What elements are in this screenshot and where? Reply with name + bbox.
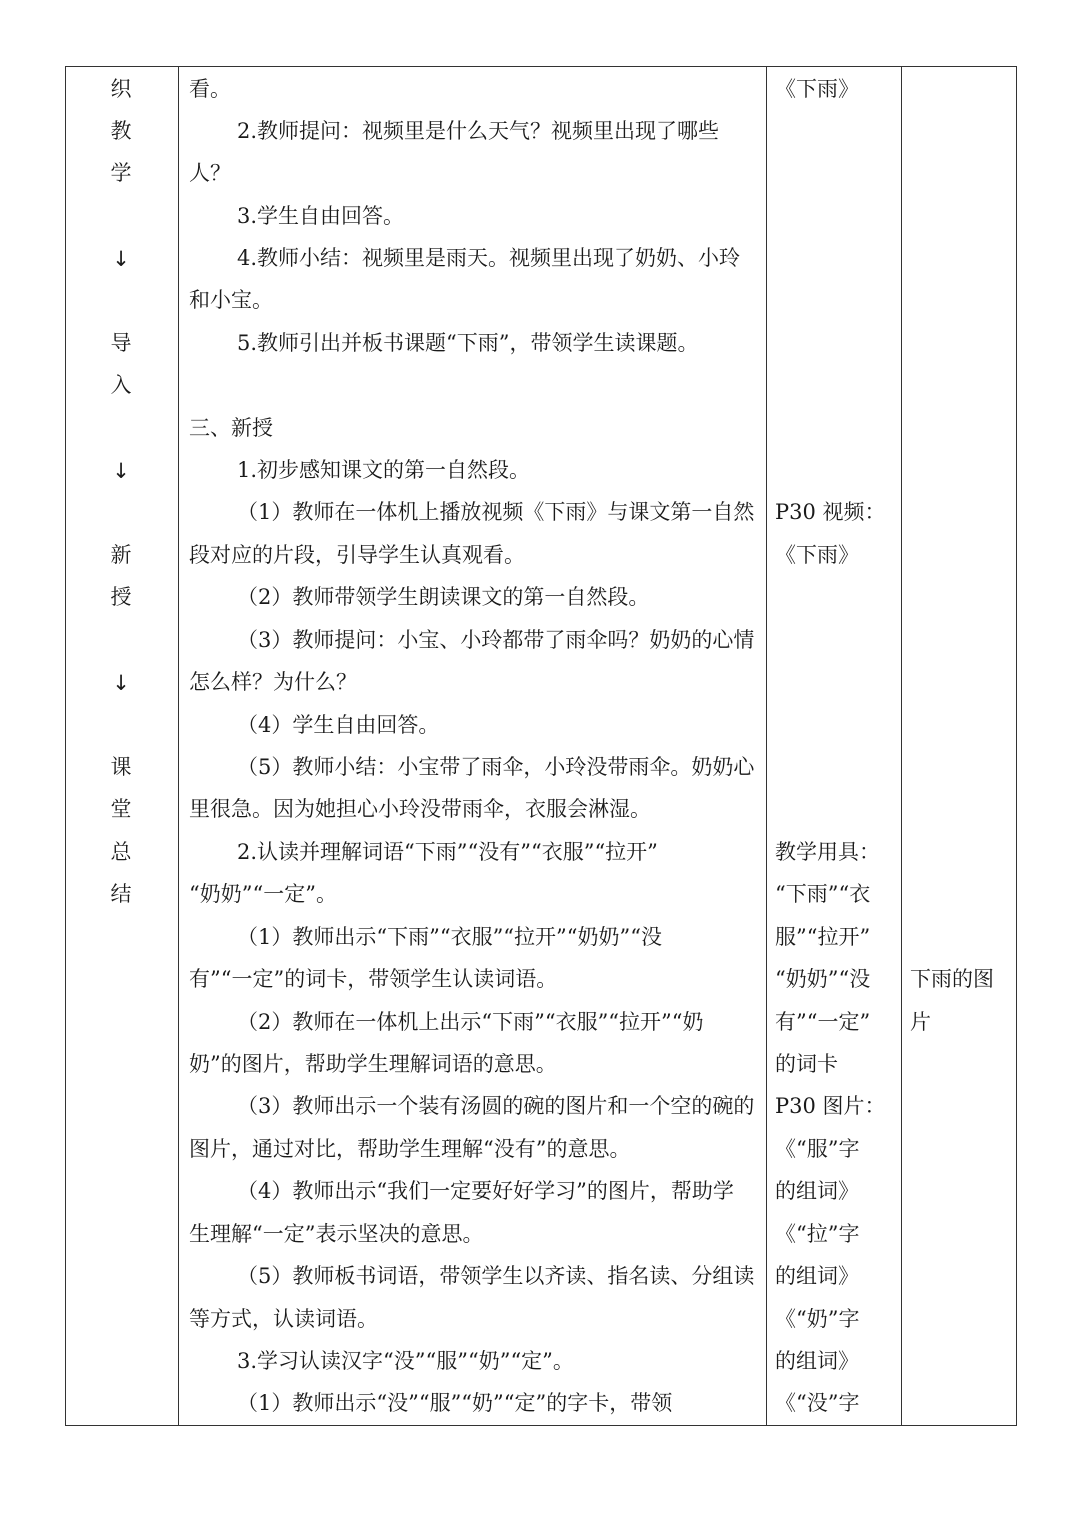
note-line: 片 — [910, 1010, 931, 1034]
stage-char: 课 — [110, 755, 132, 779]
resource-line: 《“服”字 — [775, 1137, 860, 1161]
process-line: 段对应的片段，引导学生认真观看。 — [189, 543, 525, 567]
process-line: 3.学习认读汉字“没”“服”“奶”“定”。 — [237, 1349, 574, 1373]
resource-column — [767, 67, 901, 1425]
stage-char: 新 — [110, 543, 132, 567]
resource-line: 《下雨》 — [775, 77, 859, 101]
resource-line: 的组词》 — [775, 1179, 859, 1203]
process-line: （5）教师板书词语，带领学生以齐读、指名读、分组读 — [237, 1264, 755, 1288]
resource-line: 的词卡 — [775, 1052, 838, 1076]
stage-char: 织 — [110, 77, 132, 101]
process-line: （3）教师提问：小宝、小玲都带了雨伞吗？奶奶的心情 — [237, 628, 755, 652]
stage-char: 结 — [110, 882, 132, 906]
note-line: 下雨的图 — [910, 967, 994, 991]
resource-line: 《“没”字 — [775, 1391, 860, 1415]
process-column — [179, 67, 766, 1425]
process-line: （1）教师出示“没”“服”“奶”“定”的字卡，带领 — [237, 1391, 673, 1415]
process-line: （2）教师在一体机上出示“下雨”“衣服”“拉开”“奶 — [237, 1010, 704, 1034]
down-arrow-icon: ↓ — [112, 671, 130, 695]
process-line: 4.教师小结：视频里是雨天。视频里出现了奶奶、小玲 — [237, 246, 741, 270]
process-line: 怎么样？为什么？ — [189, 670, 357, 694]
resource-line: 的组词》 — [775, 1264, 859, 1288]
stage-char: 入 — [110, 373, 132, 397]
note-column — [902, 67, 1016, 1425]
stage-column — [66, 67, 178, 1425]
process-line: （4）学生自由回答。 — [237, 713, 440, 737]
stage-char: 堂 — [110, 797, 132, 821]
stage-char: 学 — [110, 161, 132, 185]
stage-char: 总 — [110, 840, 132, 864]
stage-char: 教 — [110, 119, 132, 143]
process-line: 有”“一定”的词卡，带领学生认读词语。 — [189, 967, 558, 991]
resource-line: 《“奶”字 — [775, 1307, 860, 1331]
process-line: 奶”的图片，帮助学生理解词语的意思。 — [189, 1052, 557, 1076]
resource-line: P30 图片： — [775, 1094, 886, 1118]
process-line: 等方式，认读词语。 — [189, 1307, 378, 1331]
process-line: （3）教师出示一个装有汤圆的碗的图片和一个空的碗的 — [237, 1094, 755, 1118]
process-line: 2.认读并理解词语“下雨”“没有”“衣服”“拉开” — [237, 840, 658, 864]
resource-line: 服”“拉开” — [775, 925, 871, 949]
process-line: 里很急。因为她担心小玲没带雨伞，衣服会淋湿。 — [189, 797, 651, 821]
process-line: （5）教师小结：小宝带了雨伞，小玲没带雨伞。奶奶心 — [237, 755, 755, 779]
resource-line: 《“拉”字 — [775, 1222, 860, 1246]
resource-line: 有”“一定” — [775, 1010, 871, 1034]
resource-line: P30 视频： — [775, 500, 886, 524]
process-line: 2.教师提问：视频里是什么天气？视频里出现了哪些 — [237, 119, 720, 143]
down-arrow-icon: ↓ — [112, 459, 130, 483]
process-line: 3.学生自由回答。 — [237, 204, 405, 228]
process-line: 1.初步感知课文的第一自然段。 — [237, 458, 531, 482]
process-line: 生理解“一定”表示坚决的意思。 — [189, 1222, 484, 1246]
process-line: （2）教师带领学生朗读课文的第一自然段。 — [237, 585, 650, 609]
resource-line: 教学用具： — [775, 840, 880, 864]
down-arrow-icon: ↓ — [112, 247, 130, 271]
process-line: 人？ — [189, 161, 231, 185]
lesson-plan-table — [65, 66, 1017, 1426]
resource-line: 的组词》 — [775, 1349, 859, 1373]
process-line: 和小宝。 — [189, 288, 273, 312]
process-line: （4）教师出示“我们一定要好好学习”的图片，帮助学 — [237, 1179, 734, 1203]
stage-char: 授 — [110, 585, 132, 609]
resource-line: 《下雨》 — [775, 543, 859, 567]
process-line: 看。 — [189, 77, 231, 101]
resource-line: “奶奶”“没 — [775, 967, 871, 991]
section-heading: 三、新授 — [189, 416, 273, 440]
process-line: 图片，通过对比，帮助学生理解“没有”的意思。 — [189, 1137, 631, 1161]
process-line: （1）教师在一体机上播放视频《下雨》与课文第一自然 — [237, 500, 755, 524]
stage-char: 导 — [110, 331, 132, 355]
resource-line: “下雨”“衣 — [775, 882, 871, 906]
process-line: 5.教师引出并板书课题“下雨”，带领学生读课题。 — [237, 331, 699, 355]
process-line: （1）教师出示“下雨”“衣服”“拉开”“奶奶”“没 — [237, 925, 662, 949]
process-line: “奶奶”“一定”。 — [189, 882, 337, 906]
